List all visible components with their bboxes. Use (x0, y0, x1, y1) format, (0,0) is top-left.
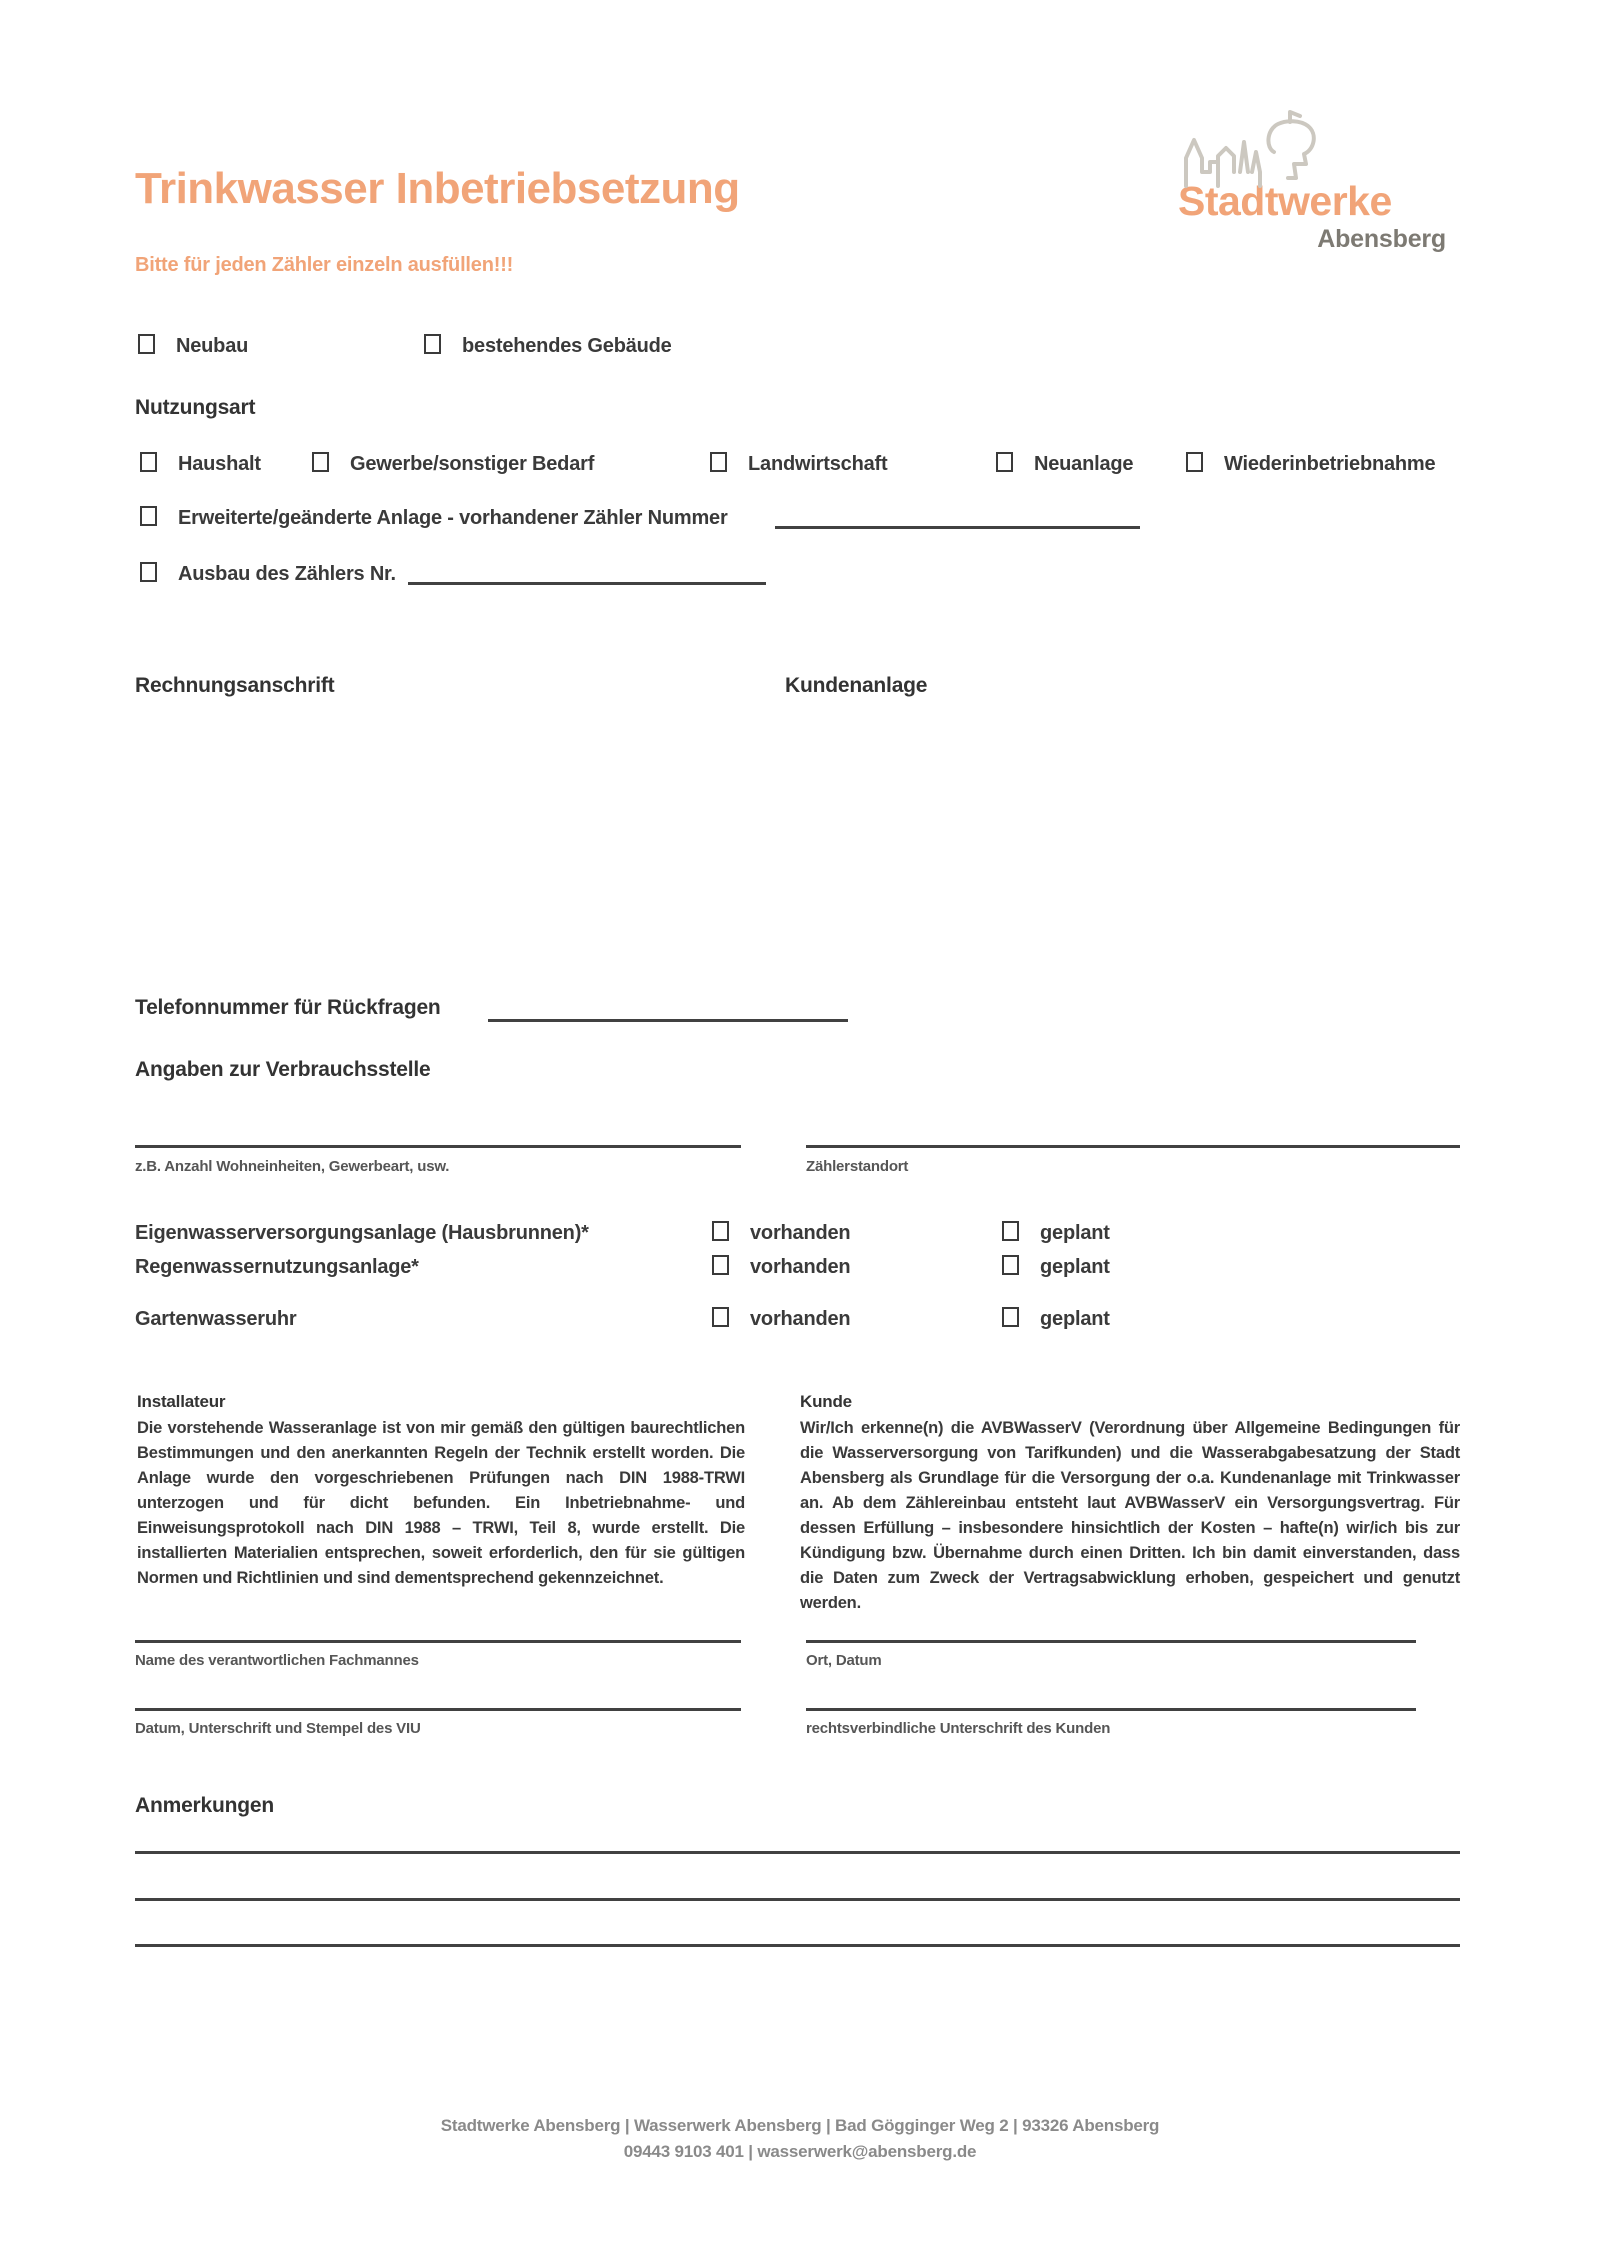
viu-unterschrift-field[interactable] (135, 1708, 741, 1711)
label-haushalt: Haushalt (178, 453, 261, 475)
checkbox-gartenwasseruhr-geplant[interactable] (1002, 1307, 1019, 1327)
label-gartenwasseruhr-vorhanden: vorhanden (750, 1308, 851, 1330)
checkbox-landwirtschaft[interactable] (710, 452, 727, 472)
label-ort-datum: Ort, Datum (806, 1652, 882, 1669)
checkbox-eigenwasser-geplant[interactable] (1002, 1221, 1019, 1241)
anmerkungen-line-3[interactable] (135, 1944, 1460, 1947)
label-gartenwasseruhr: Gartenwasseruhr (135, 1308, 297, 1330)
heading-installateur: Installateur (137, 1392, 226, 1411)
label-regenwassernutzung: Regenwassernutzungsanlage* (135, 1256, 419, 1278)
heading-nutzungsart: Nutzungsart (135, 396, 256, 419)
stadtwerke-logo (1178, 108, 1446, 254)
heading-anmerkungen: Anmerkungen (135, 1794, 274, 1817)
label-neubau: Neubau (176, 335, 249, 357)
checkbox-bestehendes-gebaeude[interactable] (424, 334, 441, 354)
label-erweiterte-anlage: Erweiterte/geänderte Anlage - vorhandener Zähler Nummer (178, 507, 728, 529)
label-regenwasser-geplant: geplant (1040, 1256, 1110, 1278)
city-skyline-icon (1182, 108, 1332, 188)
hint-zaehlerstandort: Zählerstandort (806, 1158, 909, 1175)
page-title: Trinkwasser Inbetriebsetzung (135, 164, 740, 213)
ausbau-zaehler-nr-field[interactable] (408, 582, 766, 585)
checkbox-eigenwasser-vorhanden[interactable] (712, 1221, 729, 1241)
label-telefonnummer: Telefonnummer für Rückfragen (135, 996, 441, 1019)
label-neuanlage: Neuanlage (1034, 453, 1134, 475)
label-ausbau-zaehler: Ausbau des Zählers Nr. (178, 563, 396, 585)
ort-datum-field[interactable] (806, 1640, 1416, 1643)
label-gewerbe: Gewerbe/sonstiger Bedarf (350, 453, 595, 475)
checkbox-gewerbe[interactable] (312, 452, 329, 472)
checkbox-gartenwasseruhr-vorhanden[interactable] (712, 1307, 729, 1327)
label-viu-unterschrift: Datum, Unterschrift und Stempel des VIU (135, 1720, 421, 1737)
anmerkungen-line-1[interactable] (135, 1851, 1460, 1854)
hint-wohneinheiten: z.B. Anzahl Wohneinheiten, Gewerbeart, usw. (135, 1158, 450, 1175)
label-kunde-unterschrift: rechtsverbindliche Unterschrift des Kunden (806, 1720, 1111, 1737)
checkbox-haushalt[interactable] (140, 452, 157, 472)
label-gartenwasseruhr-geplant: geplant (1040, 1308, 1110, 1330)
checkbox-regenwasser-vorhanden[interactable] (712, 1255, 729, 1275)
kunde-text: Wir/Ich erkenne(n) die AVBWasserV (Verordnung über Allgemeine Bedingungen für die Wasserversorgung von Tarifkunden) und die Wasserabgabesatzung der Stadt Abensberg als Grundlage für die Versorgung der o.a. Kundenanlage mit Trinkwasser an. Ab dem Zählereinbau entsteht laut AVBWasserV ein Versorgungsvertrag. Für dessen Erfüllung – insbesondere hinsichtlich der Kosten – hafte(n) wir/ich bis zur Kündigung bzw. Übernahme durch einen Dritten. Ich bin damit einverstanden, dass die Daten zum Zweck der Vertragsabwicklung erhoben, gespeichert und genutzt werden. (800, 1419, 1460, 1612)
label-landwirtschaft: Landwirtschaft (748, 453, 888, 475)
logo-brand-text: Stadtwerke (1178, 178, 1392, 224)
heading-kunde: Kunde (800, 1392, 852, 1411)
checkbox-neubau[interactable] (138, 334, 155, 354)
checkbox-ausbau-zaehler[interactable] (140, 562, 157, 582)
label-eigenwasserversorgung: Eigenwasserversorgungsanlage (Hausbrunnen)* (135, 1222, 589, 1244)
label-fachmann-name: Name des verantwortlichen Fachmannes (135, 1652, 419, 1669)
heading-rechnungsanschrift: Rechnungsanschrift (135, 674, 335, 697)
installateur-text: Die vorstehende Wasseranlage ist von mir gemäß den gültigen baurechtlichen Bestimmungen und den anerkannten Regeln der Technik erstellt worden. Die Anlage wurde den vorgeschriebenen Prüfungen nach DIN 1988-TRWI unterzogen und für dicht befunden. Ein Inbetriebnahme- und Einweisungsprotokoll nach DIN 1988 – TRWI, Teil 8, wurde erstellt. Die installierten Materialien entsprechen, soweit erforderlich, den für sie gültigen Normen und Richtlinien und sind dementsprechend gekennzeichnet. (137, 1419, 745, 1587)
anmerkungen-line-2[interactable] (135, 1898, 1460, 1901)
label-eigenwasser-vorhanden: vorhanden (750, 1222, 851, 1244)
label-eigenwasser-geplant: geplant (1040, 1222, 1110, 1244)
label-regenwasser-vorhanden: vorhanden (750, 1256, 851, 1278)
checkbox-wiederinbetriebnahme[interactable] (1186, 452, 1203, 472)
checkbox-erweiterte-anlage[interactable] (140, 506, 157, 526)
label-wiederinbetriebnahme: Wiederinbetriebnahme (1224, 453, 1436, 475)
kunde-unterschrift-field[interactable] (806, 1708, 1416, 1711)
footer-address: Stadtwerke Abensberg | Wasserwerk Abensberg | Bad Gögginger Weg 2 | 93326 Abensberg (440, 2116, 1160, 2135)
page-subtitle: Bitte für jeden Zähler einzeln ausfüllen!!! (135, 254, 514, 276)
telefonnummer-field[interactable] (488, 1019, 848, 1022)
label-bestehendes-gebaeude: bestehendes Gebäude (462, 335, 672, 357)
fachmann-name-field[interactable] (135, 1640, 741, 1643)
checkbox-regenwasser-geplant[interactable] (1002, 1255, 1019, 1275)
logo-city-text: Abensberg (1317, 225, 1446, 253)
footer-contact: 09443 9103 401 | wasserwerk@abensberg.de (623, 2142, 977, 2161)
checkbox-neuanlage[interactable] (996, 452, 1013, 472)
zaehler-nummer-field[interactable] (775, 526, 1140, 529)
heading-kundenanlage: Kundenanlage (785, 674, 928, 697)
zaehlerstandort-field[interactable] (806, 1145, 1460, 1148)
heading-verbrauchsstelle: Angaben zur Verbrauchsstelle (135, 1058, 431, 1081)
wohneinheiten-field[interactable] (135, 1145, 741, 1148)
